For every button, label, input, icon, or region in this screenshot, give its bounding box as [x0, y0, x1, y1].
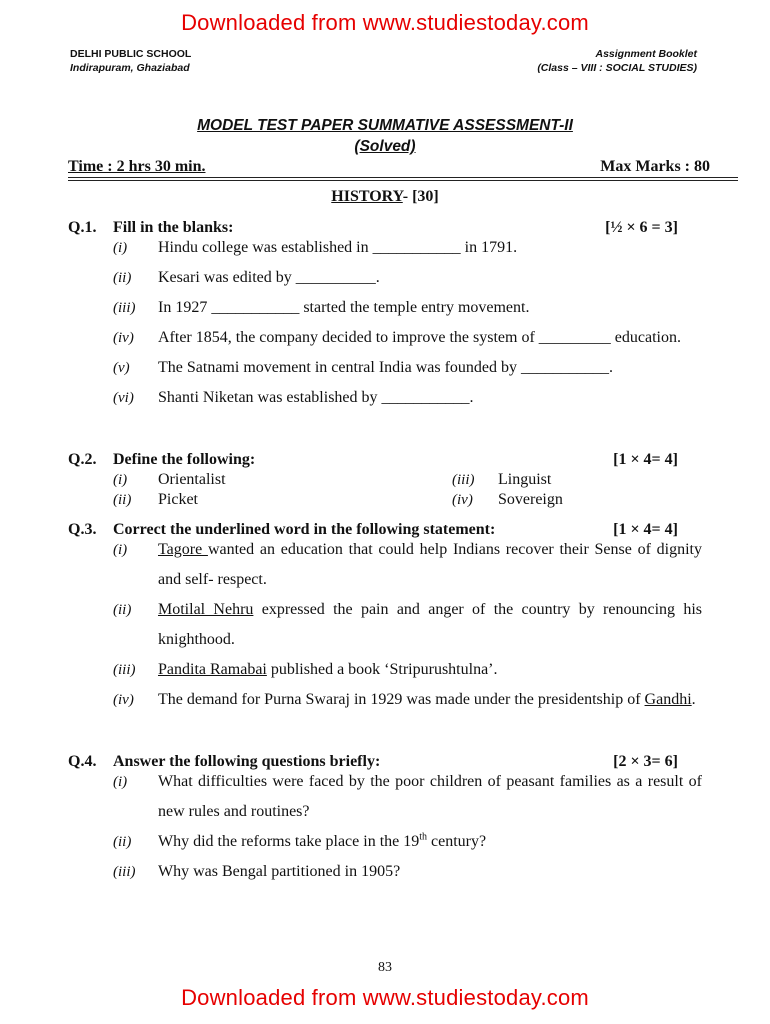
item-numeral: (iii): [113, 662, 136, 678]
item-numeral: (i): [113, 472, 128, 488]
list-item: [68, 595, 702, 655]
term-row: [68, 490, 702, 510]
list-item: [68, 857, 702, 887]
item-numeral: (vi): [113, 390, 134, 406]
booklet-name: Assignment Booklet: [595, 48, 697, 60]
item-numeral: (iv): [452, 492, 473, 508]
download-banner-bottom[interactable]: Downloaded from www.studiestoday.com: [181, 985, 589, 1010]
time-marks-bar: [68, 158, 738, 178]
term: Sovereign: [498, 491, 563, 508]
question-text: Answer the following questions briefly:: [113, 753, 381, 770]
list-item: [68, 655, 702, 685]
item-numeral: (iii): [113, 864, 136, 880]
list-item: [68, 323, 702, 353]
download-banner-top[interactable]: Downloaded from www.studiestoday.com: [181, 10, 589, 35]
item-text: century?: [427, 833, 487, 850]
list-item: [68, 535, 702, 595]
term: Orientalist: [158, 471, 226, 488]
item-numeral: (i): [113, 542, 128, 558]
term: Picket: [158, 491, 198, 508]
underlined-word: Pandita Ramabai: [158, 661, 267, 678]
question-text: Define the following:: [113, 451, 256, 468]
item-numeral: (ii): [113, 270, 132, 286]
item-numeral: (iv): [113, 330, 134, 346]
school-name: DELHI PUBLIC SCHOOL: [70, 48, 192, 60]
question-text: Correct the underlined word in the following statement:: [113, 521, 496, 538]
item-text: Hindu college was established in ___________ in 1791.: [158, 239, 518, 256]
item-text: Why was Bengal partitioned in 1905?: [158, 863, 401, 880]
question-number: Q.3.: [68, 521, 97, 538]
item-text: published a book ‘Stripurushtulna’.: [266, 661, 498, 678]
item-text: The Satnami movement in central India was founded by ___________.: [158, 359, 614, 376]
paper-subtitle: (Solved): [354, 138, 416, 155]
question-1: [68, 218, 702, 408]
question-3: [68, 520, 702, 715]
term: Linguist: [498, 471, 552, 488]
item-text: Why did the reforms take place in the 19: [158, 833, 420, 850]
item-text: Kesari was edited by __________.: [158, 269, 380, 286]
underlined-word: Gandhi: [644, 691, 692, 708]
section-marks: - [30]: [402, 188, 439, 205]
list-item: [68, 388, 702, 408]
divider-line: [68, 180, 738, 181]
max-marks: Max Marks : 80: [600, 158, 710, 175]
time-allowed: Time : 2 hrs 30 min.: [68, 158, 206, 175]
question-marks: [1 × 4= 4]: [613, 451, 678, 468]
section-heading: [0, 188, 770, 206]
underlined-word: Tagore: [158, 541, 208, 558]
divider-line: [68, 177, 738, 178]
list-item: [68, 268, 702, 288]
list-item: [68, 685, 702, 715]
superscript: th: [419, 831, 428, 843]
item-text: In 1927 ___________ started the temple entry movement.: [158, 299, 530, 316]
question-marks: [1 × 4= 4]: [613, 521, 678, 538]
item-text: The demand for Purna Swaraj in 1929 was made under the presidentship of: [158, 691, 645, 708]
list-item: [68, 238, 702, 258]
list-item: [68, 827, 702, 857]
booklet-header: [537, 47, 697, 75]
question-2: [68, 450, 702, 510]
item-numeral: (ii): [113, 834, 132, 850]
question-number: Q.2.: [68, 451, 97, 468]
school-location: Indirapuram, Ghaziabad: [70, 62, 190, 74]
page-number: 83: [378, 960, 392, 975]
question-number: Q.4.: [68, 753, 97, 770]
question-4: [68, 752, 702, 887]
item-numeral: (iii): [452, 472, 475, 488]
question-number: Q.1.: [68, 219, 97, 236]
list-item: [68, 767, 702, 827]
item-numeral: (ii): [113, 492, 132, 508]
item-text: After 1854, the company decided to improve the system of _________ education.: [158, 329, 681, 346]
question-marks: [½ × 6 = 3]: [605, 219, 678, 236]
item-text: wanted an education that could help Indians recover their Sense of dignity and self- respect.: [158, 541, 703, 588]
item-numeral: (ii): [113, 602, 132, 618]
section-name: HISTORY: [331, 188, 403, 205]
item-text: expressed the pain and anger of the country by renouncing his knighthood.: [158, 601, 702, 648]
item-numeral: (i): [113, 774, 128, 790]
item-numeral: (iii): [113, 300, 136, 316]
item-numeral: (iv): [113, 692, 134, 708]
term-row: [68, 470, 702, 490]
item-text: What difficulties were faced by the poor children of peasant families as a result of new rules and routines?: [158, 773, 702, 820]
school-header: [70, 47, 191, 75]
question-text: Fill in the blanks:: [113, 219, 234, 236]
item-numeral: (v): [113, 360, 130, 376]
item-text: Shanti Niketan was established by ___________.: [158, 389, 474, 406]
class-subject: (Class – VIII : SOCIAL STUDIES): [537, 62, 697, 74]
item-text: .: [691, 691, 696, 708]
question-marks: [2 × 3= 6]: [613, 753, 678, 770]
list-item: [68, 358, 702, 378]
paper-title: MODEL TEST PAPER SUMMATIVE ASSESSMENT-II: [197, 117, 573, 134]
list-item: [68, 298, 702, 318]
item-numeral: (i): [113, 240, 128, 256]
underlined-word: Motilal Nehru: [158, 601, 254, 618]
